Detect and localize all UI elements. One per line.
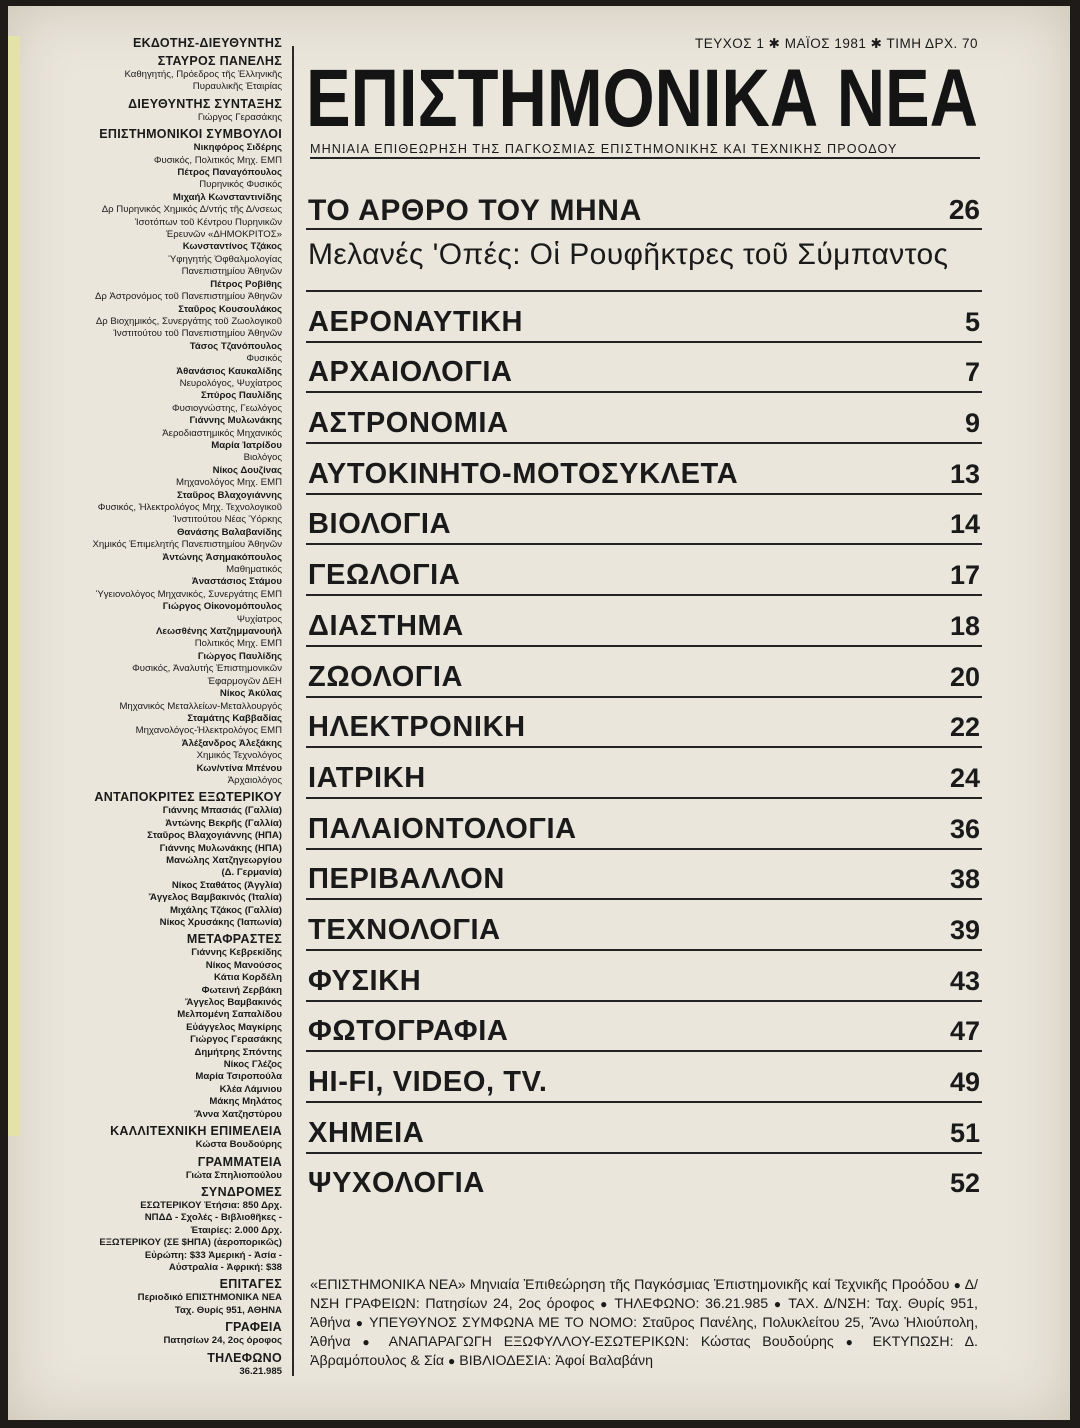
page-edge-strip <box>8 36 20 1136</box>
masthead-column <box>38 36 282 1377</box>
toc-row[interactable] <box>306 1103 982 1154</box>
masthead-line: Φωτεινή Ζερβάκη <box>201 984 282 996</box>
toc-page-number: 43 <box>949 965 980 996</box>
issue-info <box>608 36 978 52</box>
toc-section-label: ΗΛΕΚΤΡΟΝΙΚΗ <box>308 711 526 744</box>
masthead-line: Σταμάτης Καββαδίας <box>187 712 282 724</box>
bullet-icon: ● <box>773 1297 783 1311</box>
masthead-line: Γιάννης Μυλωνάκης <box>189 415 282 427</box>
toc-row[interactable] <box>306 1002 982 1053</box>
toc-page-number: 52 <box>949 1168 980 1199</box>
toc-page-number: 22 <box>949 712 980 743</box>
bullet-icon: ● <box>845 1335 861 1349</box>
masthead-line: Τάσος Τζανόπουλος <box>189 340 282 352</box>
masthead-heading: ΑΝΤΑΠΟΚΡΙΤΕΣ ΕΞΩΤΕΡΙΚΟΥ <box>94 790 282 805</box>
masthead-line: Νίκος Δουζίνας <box>212 464 282 476</box>
toc-section-label: ΑΡΧΑΙΟΛΟΓΙΑ <box>308 356 513 389</box>
toc-row[interactable] <box>306 799 982 850</box>
toc-row[interactable] <box>306 545 982 596</box>
toc-section-label: ΑΥΤΟΚΙΝΗΤΟ-ΜΟΤΟΣΥΚΛΕΤΑ <box>308 457 739 490</box>
masthead-line: Μηχανολόγος-Ἠλεκτρολόγος ΕΜΠ <box>135 725 282 737</box>
separator-star: ✱ <box>768 36 781 51</box>
masthead-line: Γιάννης Μυλωνάκης (ΗΠΑ) <box>159 842 282 854</box>
magazine-logo <box>306 53 982 144</box>
masthead-line: Φυσικός, Ἀναλυτής Ἐπιστημονικῶν <box>132 663 282 675</box>
masthead-line: Ὑφηγητής Ὀφθαλμολογίας <box>168 253 282 265</box>
masthead-line: Μαθηματικός <box>226 564 282 576</box>
column-divider <box>292 46 294 1376</box>
colophon <box>310 1276 978 1371</box>
toc-page-number: 18 <box>949 610 980 641</box>
masthead-line: Ἀλέξανδρος Ἀλεξάκης <box>181 737 282 749</box>
colophon-item: ΑΝΑΠΑΡΑΓΩΓΗ ΕΞΩΦΥΛΛΟΥ-ΕΣΩΤΕΡΙΚΩΝ: Κώστας Βουδούρης <box>388 1334 834 1350</box>
masthead-line: Ἄγγελος Βαμβακινός <box>185 997 282 1009</box>
feature-label: ΤΟ ΑΡΘΡΟ ΤΟΥ ΜΗΝΑ <box>308 194 642 227</box>
toc-page-number: 14 <box>949 509 980 540</box>
masthead-line: ΝΠΔΔ - Σχολές - Βιβλιοθῆκες - <box>144 1212 282 1224</box>
toc-page-number: 7 <box>964 357 980 388</box>
toc-row[interactable] <box>306 900 982 951</box>
colophon-item: ΒΙΒΛΙΟΔΕΣΙΑ: Ἀφοί Βαλαβάνη <box>459 1353 653 1369</box>
toc-section-label: ΔΙΑΣΤΗΜΑ <box>308 609 464 642</box>
masthead-line: Γιάννης Κεβρεκίδης <box>191 947 282 959</box>
masthead-line: Κων/ντίνα Μπένου <box>196 762 282 774</box>
masthead-heading: ΕΠΙΣΤΗΜΟΝΙΚΟΙ ΣΥΜΒΟΥΛΟΙ <box>99 127 282 142</box>
masthead-heading: ΕΚΔΟΤΗΣ-ΔΙΕΥΘΥΝΤΗΣ <box>132 36 282 50</box>
masthead-heading: ΚΑΛΛΙΤΕΧΝΙΚΗ ΕΠΙΜΕΛΕΙΑ <box>110 1124 282 1139</box>
masthead-line: Νίκος Σταθάτος (Ἀγγλία) <box>171 879 282 891</box>
masthead-line: Ὑγειονολόγος Μηχανικός, Συνεργάτης ΕΜΠ <box>95 588 282 600</box>
masthead-heading: ΔΙΕΥΘΥΝΤΗΣ ΣΥΝΤΑΞΗΣ <box>128 96 282 111</box>
toc-row[interactable] <box>306 1154 982 1203</box>
masthead-line: Σταῦρος Βλαχογιάννης <box>176 489 282 501</box>
toc-section-label: ΠΑΛΑΙΟΝΤΟΛΟΓΙΑ <box>308 812 577 845</box>
toc-row[interactable] <box>306 596 982 647</box>
toc-row[interactable] <box>306 343 982 394</box>
masthead-line: Νικηφόρος Σιδέρης <box>193 142 282 154</box>
masthead-line: Σπύρος Παυλίδης <box>200 390 282 402</box>
masthead-line: Μαρία Ἰατρίδου <box>211 439 282 451</box>
colophon-item: Δ/ΝΣΗ ΓΡΑΦΕΙΩΝ: Πατησίων 24, 2ος όροφος <box>310 1277 978 1312</box>
toc-page-number: 20 <box>949 661 980 692</box>
masthead-line: Κλέα Λάμνιου <box>219 1083 282 1095</box>
toc-section-label: ΓΕΩΛΟΓΙΑ <box>308 559 461 592</box>
toc-page-number: 39 <box>949 914 980 945</box>
masthead-line: Γιώτα Σπηλιοπούλου <box>185 1169 282 1181</box>
toc-row[interactable] <box>306 1052 982 1103</box>
masthead-line: Λεωσθένης Χατζημμανουήλ <box>156 626 282 638</box>
masthead-line: Ἰνστιτούτου Νέας Ὑόρκης <box>173 514 282 526</box>
toc-section-label: ΦΥΣΙΚΗ <box>308 964 422 997</box>
toc-section-label: ΦΩΤΟΓΡΑΦΙΑ <box>308 1015 509 1048</box>
masthead-line: Νευρολόγος, Ψυχίατρος <box>179 377 282 389</box>
masthead-line: Ἑταιρίες: 2.000 Δρχ. <box>190 1224 282 1236</box>
toc-page-number: 5 <box>964 306 980 337</box>
masthead-line: Φυσικός, Πολιτικός Μηχ. ΕΜΠ <box>153 154 282 166</box>
masthead-line: ΕΞΩΤΕΡΙΚΟΥ (ΣΕ $ΗΠΑ) (ἀεροπορικῶς) <box>99 1237 282 1249</box>
toc-row[interactable] <box>306 748 982 799</box>
masthead-line: Ἀντώνης Ἀσημακόπουλος <box>162 551 282 563</box>
masthead-line: Δημήτρης Σπόντης <box>194 1046 282 1058</box>
masthead-line: Πέτρος Ροβίθης <box>210 278 282 290</box>
toc-section-label: HI-FI, VIDEO, TV. <box>308 1066 548 1098</box>
masthead-line: Ταχ. Θυρίς 951, ΑΘΗΝΑ <box>174 1304 282 1316</box>
masthead-heading: ΤΗΛΕΦΩΝΟ <box>207 1350 282 1365</box>
magazine-page <box>8 6 1070 1420</box>
colophon-item: ΥΠΕΥΘΥΝΟΣ ΣΥΜΦΩΝΑ ΜΕ ΤΟ ΝΟΜΟ: Σταῦρος Πανέλης, Πολυκλείτου 25, Ἄνω Ἡλιούπολη, Ἀθήνα <box>310 1315 979 1350</box>
toc-page-number: 9 <box>964 408 980 439</box>
colophon-item: ΕΚΤΥΠΩΣΗ: Δ. Ἀβραμόπουλος & Σία <box>310 1334 978 1369</box>
toc-section-label: ΤΕΧΝΟΛΟΓΙΑ <box>308 913 501 946</box>
masthead-line: Καθηγητής, Πρόεδρος τῆς Ἑλληνικῆς <box>124 69 282 80</box>
magazine-subtitle: ΜΗΝΙΑΙΑ ΕΠΙΘΕΩΡΗΣΗ ΤΗΣ ΠΑΓΚΟΣΜΙΑΣ ΕΠΙΣΤΗΜΟΝΙΚΗΣ ΚΑΙ ΤΕΧΝΙΚΗΣ ΠΡΟΟΔΟΥ <box>310 142 980 159</box>
masthead-line: Εὐρώπη: $33 Ἀμερική - Ἀσία - <box>144 1249 282 1261</box>
masthead-heading: ΓΡΑΦΕΙΑ <box>225 1320 282 1335</box>
toc-page-number: 38 <box>949 864 980 895</box>
toc-section-label: ΧΗΜΕΙΑ <box>308 1116 425 1149</box>
toc-row[interactable] <box>306 393 982 444</box>
masthead-line: Εὐάγγελος Μαγκίρης <box>186 1021 282 1033</box>
masthead-line: Φυσικός, Ἠλεκτρολόγος Μηχ. Τεχνολογικοῦ <box>97 502 282 513</box>
masthead-line: Δρ Ἀστρονόμος τοῦ Πανεπιστημίου Ἀθηνῶν <box>94 291 282 303</box>
toc-row[interactable] <box>306 850 982 901</box>
bullet-icon: ● <box>448 1354 456 1368</box>
colophon-intro: «ΕΠΙΣΤΗΜΟΝΙΚΑ ΝΕΑ» Μηνιαία Ἐπιθεώρηση τῆς Παγκόσμιας Ἐπιστημονικῆς καί Τεχνικῆς Προόδου <box>310 1277 950 1293</box>
masthead-heading: ΜΕΤΑΦΡΑΣΤΕΣ <box>186 932 282 947</box>
masthead-line: Δρ Βιοχημικός, Συνεργάτης τοῦ Ζωολογικοῦ <box>95 315 282 327</box>
masthead-line: Γιώργος Παυλίδης <box>197 650 282 662</box>
feature-title[interactable]: Μελανές 'Οπές: Οἱ Ρουφῆκτρες τοῦ Σύμπαντος <box>306 230 982 292</box>
masthead-line: Ἀεροδιαστημικός Μηχανικός <box>162 427 282 439</box>
masthead-heading: ΓΡΑΜΜΑΤΕΙΑ <box>197 1154 282 1169</box>
toc-row[interactable] <box>306 698 982 749</box>
toc-page-number: 49 <box>949 1067 980 1097</box>
masthead-line: Νίκος Γλέζος <box>223 1059 282 1071</box>
toc-page-number: 47 <box>949 1016 980 1047</box>
masthead-line: Ψυχίατρος <box>236 613 282 625</box>
masthead-line: Γιάννης Μπασιάς (Γαλλία) <box>162 805 282 817</box>
masthead-line: Μιχάλης Τζάκος (Γαλλία) <box>169 904 282 916</box>
masthead-line: Ἐφαρμογῶν ΔΕΗ <box>207 675 282 687</box>
masthead-line: Φυσικός <box>246 353 282 365</box>
section-list <box>306 292 982 1202</box>
masthead-line: Ἰσοτόπων τοῦ Κέντρου Πυρηνικῶν <box>135 216 282 228</box>
masthead-line: Χημικός Ἐπιμελητής Πανεπιστημίου Ἀθηνῶν <box>92 539 282 551</box>
masthead-line: Χημικός Τεχνολόγος <box>196 750 282 762</box>
bullet-icon: ● <box>953 1278 962 1292</box>
toc-section-label: ΠΕΡΙΒΑΛΛΟΝ <box>308 863 505 896</box>
masthead-line: Πανεπιστημίου Ἀθηνῶν <box>181 266 282 278</box>
masthead-line: Μηχανολόγος Μηχ. ΕΜΠ <box>175 477 282 489</box>
masthead-line: Νίκος Χρυσάκης (Ἰαπωνία) <box>159 917 282 928</box>
masthead-line: ΕΣΩΤΕΡΙΚΟΥ Ἐτήσια: 850 Δρχ. <box>140 1199 282 1211</box>
masthead-line: Πέτρος Παναγόπουλος <box>177 167 282 179</box>
masthead-line: Πατησίων 24, 2ος όροφος <box>163 1335 282 1347</box>
feature-page: 26 <box>948 194 980 225</box>
masthead-line: Κάτια Κορδέλη <box>214 972 282 984</box>
masthead-line: 36.21.985 <box>239 1365 282 1377</box>
masthead-line: Ἐρευνῶν «ΔΗΜΟΚΡΙΤΟΣ» <box>165 229 282 241</box>
toc-row[interactable] <box>306 647 982 698</box>
masthead-line: Ἰνστιτούτου τοῦ Πανεπιστημίου Ἀθηνῶν <box>113 328 282 340</box>
masthead-line: Μελπομένη Σαπαλίδου <box>177 1009 282 1021</box>
toc-row[interactable] <box>306 495 982 546</box>
masthead-line: Πυραυλικῆς Ἑταιρίας <box>192 81 282 93</box>
toc-row[interactable] <box>306 444 982 495</box>
masthead-line: Πολιτικός Μηχ. ΕΜΠ <box>194 638 282 650</box>
toc-section-label: ΑΕΡΟΝΑΥΤΙΚΗ <box>308 305 524 338</box>
masthead-heading: ΣΥΝΔΡΟΜΕΣ <box>201 1184 282 1199</box>
masthead-line: Γιώργος Γερασάκης <box>190 1034 282 1046</box>
bullet-icon: ● <box>355 1316 365 1330</box>
bullet-icon: ● <box>362 1335 378 1349</box>
toc-row[interactable] <box>306 951 982 1002</box>
masthead-line: Γιώργος Οἰκονομόπουλος <box>162 601 282 613</box>
masthead-line: Μιχαήλ Κωνσταντινίδης <box>172 191 282 203</box>
colophon-item: ΤΑΧ. Δ/ΝΣΗ: Ταχ. Θυρίς 951, Ἀθήνα <box>310 1296 978 1331</box>
toc-page-number: 24 <box>949 762 980 793</box>
masthead-line: Μηχανικός Μεταλλείων-Μεταλλουργός <box>119 700 282 712</box>
logo-text: ΕΠΙΣΤΗΜΟΝΙΚΑ ΝΕΑ <box>306 53 978 144</box>
masthead-line: Ἀθανάσιος Καυκαλίδης <box>176 365 282 377</box>
masthead-line: Αὐστραλία - Ἀφρική: $38 <box>168 1261 282 1273</box>
toc-section-label: ΨΥΧΟΛΟΓΙΑ <box>308 1167 485 1200</box>
masthead-line: Νίκος Μανούσος <box>205 959 282 971</box>
masthead-line: Περιοδικό ΕΠΙΣΤΗΜΟΝΙΚΑ ΝΕΑ <box>137 1292 282 1304</box>
masthead-line: Σταῦρος Βλαχογιάννης (ΗΠΑ) <box>147 830 282 842</box>
masthead-line: Κώστα Βουδούρης <box>195 1139 282 1151</box>
masthead-line: Ἄννα Χατζηστύρου <box>194 1108 282 1120</box>
toc-section-label: ΖΩΟΛΟΓΙΑ <box>308 660 464 693</box>
toc-page-number: 51 <box>949 1117 980 1148</box>
masthead-line: Ἄγγελος Βαμβακινός (Ἰταλία) <box>148 892 282 904</box>
toc-section-label: ΒΙΟΛΟΓΙΑ <box>308 508 452 541</box>
toc-section-label: ΑΣΤΡΟΝΟΜΙΑ <box>308 407 509 440</box>
masthead-line: Θανάσης Βαλαβανίδης <box>176 526 282 538</box>
toc-page-number: 36 <box>949 813 980 844</box>
masthead-line: Ἀντώνης Βεκρῆς (Γαλλία) <box>165 817 282 829</box>
masthead-line: Μάκης Μηλάτος <box>209 1096 282 1108</box>
toc-page-number: 17 <box>949 560 980 591</box>
masthead-line: Φυσιογνώστης, Γεωλόγος <box>172 402 282 414</box>
toc-row[interactable] <box>306 292 982 343</box>
masthead-heading: ΕΠΙΤΑΓΕΣ <box>219 1277 282 1292</box>
masthead-line: Δρ Πυρηνικός Χημικός Δ/ντής τῆς Δ/νσεως <box>101 204 282 216</box>
masthead-line: Πυρηνικός Φυσικός <box>199 179 282 191</box>
separator-star: ✱ <box>870 36 883 51</box>
issue-number: ΤΕΥΧΟΣ 1 <box>695 36 765 51</box>
masthead-line: Κωνσταντίνος Τζάκος <box>182 241 282 253</box>
feature-row[interactable] <box>306 174 982 230</box>
issue-price: ΤΙΜΗ ΔΡΧ. 70 <box>886 36 978 51</box>
masthead-line: Σταῦρος Κουσουλάκος <box>178 303 282 315</box>
toc-page-number: 13 <box>949 458 980 489</box>
toc-section-label: ΙΑΤΡΙΚΗ <box>308 761 426 794</box>
table-of-contents <box>306 174 982 1202</box>
masthead-heading: ΣΤΑΥΡΟΣ ΠΑΝΕΛΗΣ <box>157 54 282 68</box>
masthead-line: (Δ. Γερμανία) <box>221 867 282 879</box>
masthead-line: Μαρία Τσιροπούλα <box>195 1071 282 1083</box>
masthead-line: Βιολόγος <box>243 452 282 464</box>
colophon-item: ΤΗΛΕΦΩΝΟ: 36.21.985 <box>614 1296 769 1312</box>
masthead-line: Ἀρχαιολόγος <box>227 774 282 786</box>
masthead-line: Ἀναστάσιος Στάμου <box>191 576 282 588</box>
issue-date: ΜΑΪΟΣ 1981 <box>784 36 867 51</box>
masthead-line: Μανώλης Χατζηγεωργίου <box>166 854 282 866</box>
masthead-line: Νίκος Ἀκύλας <box>219 688 282 700</box>
masthead-line: Γιώργος Γερασάκης <box>197 111 282 123</box>
bullet-icon: ● <box>600 1297 610 1311</box>
